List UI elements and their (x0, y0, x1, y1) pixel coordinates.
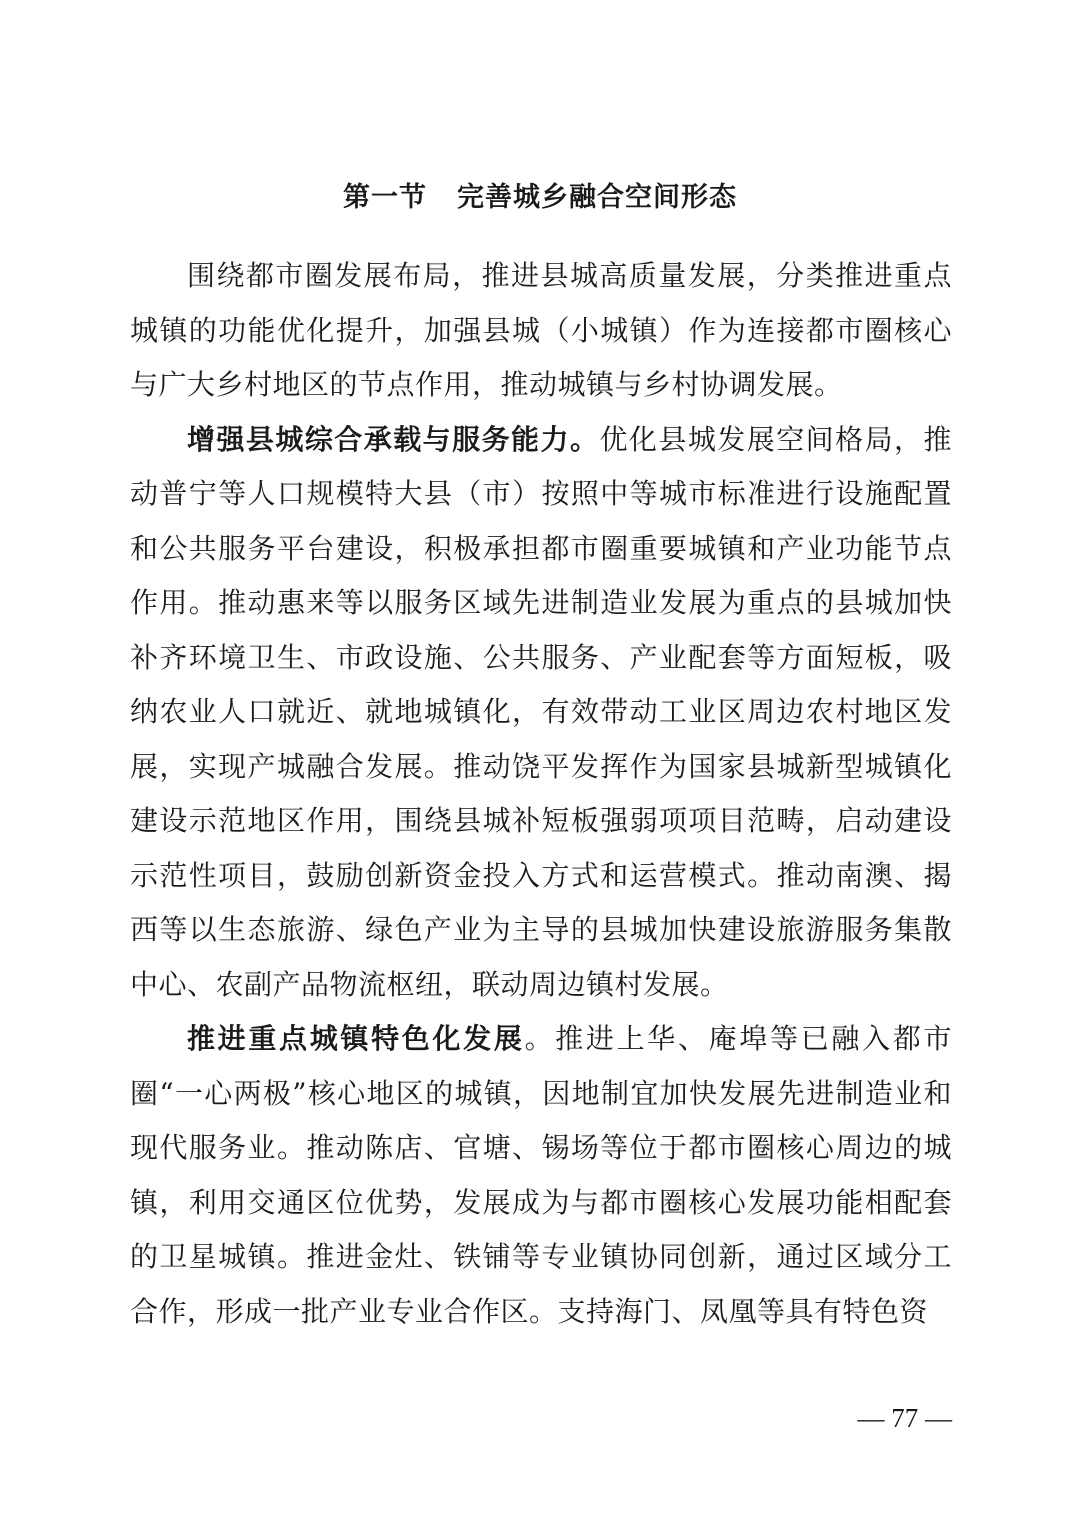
paragraph-key-towns-lead: 推进重点城镇特色化发展 (187, 1022, 525, 1055)
section-heading (0, 176, 1080, 220)
paragraph-intro (130, 249, 952, 413)
section-title-text: 完善城乡融合空间形态 (457, 182, 737, 213)
section-number: 第一节 (343, 182, 427, 213)
paragraph-key-towns (130, 1012, 952, 1339)
paragraph-intro-text: 围绕都市圈发展布局，推进县城高质量发展，分类推进重点城镇的功能优化提升，加强县城（小城镇）作为连接都市圈核心与广大乡村地区的节点作用，推动城镇与乡村协调发展。 (130, 259, 952, 401)
paragraph-county-capacity (130, 413, 952, 1013)
body-text (130, 249, 952, 1339)
paragraph-key-towns-text: 。推进上华、庵埠等已融入都市圈“一心两极”核心地区的城镇，因地制宜加快发展先进制造业和现代服务业。推动陈店、官塘、锡场等位于都市圈核心周边的城镇，利用交通区位优势，发展成为与都市圈核心发展功能相配套的卫星城镇。推进金灶、铁铺等专业镇协同创新，通过区域分工合作，形成一批产业专业合作区。支持海门、凤凰等具有特色资 (130, 1022, 952, 1328)
paragraph-county-capacity-text: 优化县城发展空间格局，推动普宁等人口规模特大县（市）按照中等城市标准进行设施配置和公共服务平台建设，积极承担都市圈重要城镇和产业功能节点作用。推动惠来等以服务区域先进制造业发展为重点的县城加快补齐环境卫生、市政设施、公共服务、产业配套等方面短板，吸纳农业人口就近、就地城镇化，有效带动工业区周边农村地区发展，实现产城融合发展。推动饶平发挥作为国家县城新型城镇化建设示范地区作用，围绕县城补短板强弱项项目范畴，启动建设示范性项目，鼓励创新资金投入方式和运营模式。推动南澳、揭西等以生态旅游、绿色产业为主导的县城加快建设旅游服务集散中心、农副产品物流枢纽，联动周边镇村发展。 (130, 422, 952, 1001)
paragraph-county-capacity-lead: 增强县城综合承载与服务能力。 (187, 422, 600, 456)
page-number: — 77 — (857, 1403, 952, 1433)
